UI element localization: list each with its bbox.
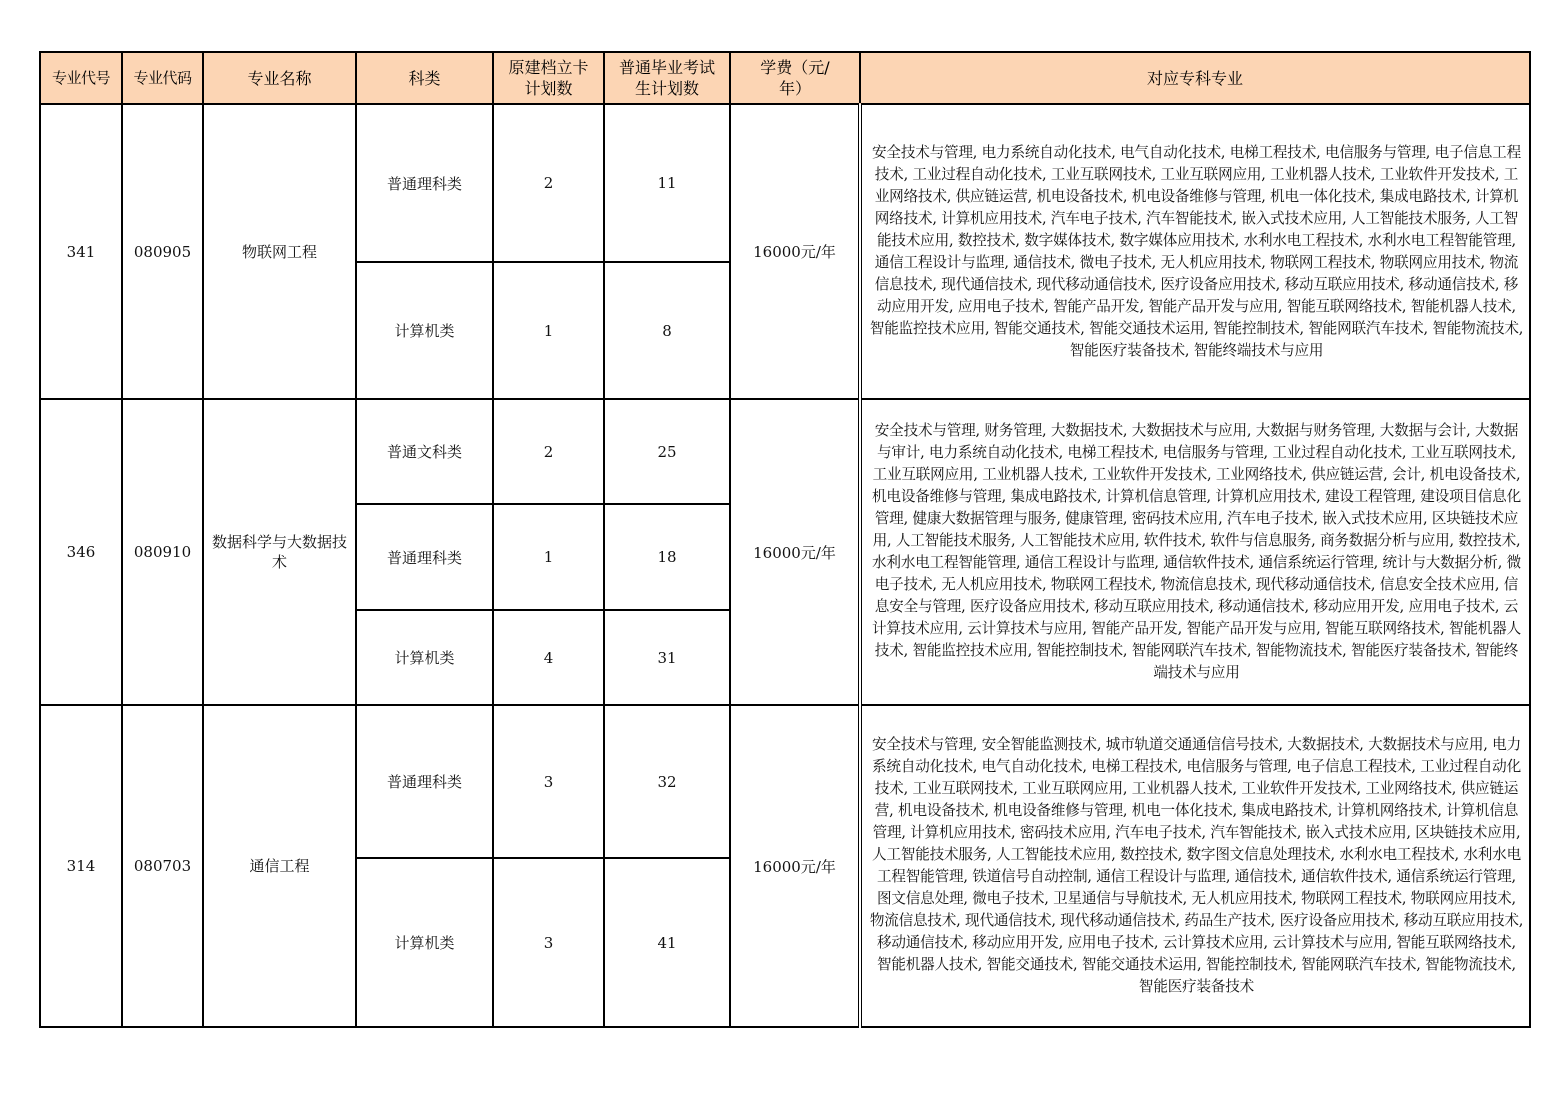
category-cell: 普通文科类 [356,399,493,504]
header-vocational-majors: 对应专科专业 [860,52,1530,104]
header-row [40,52,1530,104]
general-plan-cell: 41 [604,858,730,1027]
poverty-plan-cell: 1 [493,504,604,610]
major-code-cell: 080910 [122,399,203,705]
tuition-cell: 16000元/年 [730,399,860,705]
major-no-cell: 341 [40,104,122,399]
header-poverty-plan-label: 原建档立卡计划数 [508,58,589,98]
poverty-plan-cell: 3 [493,705,604,858]
poverty-plan-cell: 4 [493,610,604,705]
poverty-plan-cell: 2 [493,104,604,262]
header-general-plan [604,52,730,104]
header-poverty-plan [493,52,604,104]
major-code-cell: 080905 [122,104,203,399]
header-tuition-label: 学费（元/年） [760,58,830,98]
header-major-no: 专业代号 [40,52,122,104]
category-cell: 普通理科类 [356,104,493,262]
category-cell: 计算机类 [356,262,493,399]
header-major-name: 专业名称 [203,52,356,104]
major-name-cell: 物联网工程 [203,104,356,399]
major-code-cell: 080703 [122,705,203,1027]
vocational-majors-cell: 安全技术与管理, 安全智能监测技术, 城市轨道交通通信信号技术, 大数据技术, 大数据技术与应用, 电力系统自动化技术, 电气自动化技术, 电梯工程技术, 电信服务与管理, 电子信息工程技术, 工业过程自动化技术, 工业互联网技术, 工业互联网应用, 工业机器人技术, 工业软件开发技术, 工业网络技术, 供应链运营, 机电设备技术, 机电设备维修与管理, 机电一体化技术, 集成电路技术, 计算机网络技术, 计算机信息管理, 计算机应用技术, 密码技术应用, 汽车电子技术, 汽车智能技术, 嵌入式技术应用, 区块链技术应用, 人工智能技术服务, 人工智能技术应用, 数控技术, 数字图文信息处理技术, 水利水电工程技术, 水利水电工程智能管理, 铁道信号自动控制, 通信工程设计与监理, 通信技术, 通信软件技术, 通信系统运行管理, 图文信息处理, 微电子技术, 卫星通信与导航技术, 无人机应用技术, 物联网工程技术, 物联网应用技术, 物流信息技术, 现代通信技术, 现代移动通信技术, 药品生产技术, 医疗设备应用技术, 移动互联应用技术, 移动通信技术, 移动应用开发, 应用电子技术, 云计算技术应用, 云计算技术与应用, 智能互联网络技术, 智能机器人技术, 智能交通技术, 智能交通技术运用, 智能控制技术, 智能网联汽车技术, 智能物流技术, 智能医疗装备技术 [860,705,1530,1027]
general-plan-cell: 8 [604,262,730,399]
table-row [40,705,1530,858]
general-plan-cell: 32 [604,705,730,858]
major-name-cell: 数据科学与大数据技术 [203,399,356,705]
major-no-cell: 314 [40,705,122,1027]
category-cell: 计算机类 [356,610,493,705]
category-cell: 计算机类 [356,858,493,1027]
header-major-code: 专业代码 [122,52,203,104]
category-cell: 普通理科类 [356,504,493,610]
enrollment-plan-table [39,51,1531,1028]
header-category: 科类 [356,52,493,104]
table-row [40,104,1530,262]
poverty-plan-cell: 1 [493,262,604,399]
major-no-cell: 346 [40,399,122,705]
general-plan-cell: 18 [604,504,730,610]
poverty-plan-cell: 3 [493,858,604,1027]
vocational-majors-cell: 安全技术与管理, 财务管理, 大数据技术, 大数据技术与应用, 大数据与财务管理, 大数据与会计, 大数据与审计, 电力系统自动化技术, 电梯工程技术, 电信服务与管理, 工业过程自动化技术, 工业互联网技术, 工业互联网应用, 工业机器人技术, 工业软件开发技术, 工业网络技术, 供应链运营, 会计, 机电设备技术, 机电设备维修与管理, 集成电路技术, 计算机信息管理, 计算机应用技术, 建设工程管理, 建设项目信息化管理, 健康大数据管理与服务, 健康管理, 密码技术应用, 汽车电子技术, 嵌入式技术应用, 区块链技术应用, 人工智能技术服务, 人工智能技术应用, 软件技术, 软件与信息服务, 商务数据分析与应用, 数控技术, 水利水电工程智能管理, 通信工程设计与监理, 通信软件技术, 通信系统运行管理, 统计与大数据分析, 微电子技术, 无人机应用技术, 物联网工程技术, 物流信息技术, 现代移动通信技术, 信息安全技术应用, 信息安全与管理, 医疗设备应用技术, 移动互联应用技术, 移动通信技术, 移动应用开发, 应用电子技术, 云计算技术应用, 云计算技术与应用, 智能产品开发, 智能产品开发与应用, 智能互联网络技术, 智能机器人技术, 智能监控技术应用, 智能控制技术, 智能网联汽车技术, 智能物流技术, 智能医疗装备技术, 智能终端技术与应用 [860,399,1530,705]
tuition-cell: 16000元/年 [730,104,860,399]
general-plan-cell: 11 [604,104,730,262]
category-cell: 普通理科类 [356,705,493,858]
header-tuition [730,52,860,104]
major-name-cell: 通信工程 [203,705,356,1027]
general-plan-cell: 25 [604,399,730,504]
table-row [40,399,1530,504]
general-plan-cell: 31 [604,610,730,705]
poverty-plan-cell: 2 [493,399,604,504]
header-general-plan-label: 普通毕业考试生计划数 [618,58,715,98]
vocational-majors-cell: 安全技术与管理, 电力系统自动化技术, 电气自动化技术, 电梯工程技术, 电信服务与管理, 电子信息工程技术, 工业过程自动化技术, 工业互联网技术, 工业互联网应用, 工业机器人技术, 工业软件开发技术, 工业网络技术, 供应链运营, 机电设备技术, 机电设备维修与管理, 机电一体化技术, 集成电路技术, 计算机网络技术, 计算机应用技术, 汽车电子技术, 汽车智能技术, 嵌入式技术应用, 人工智能技术服务, 人工智能技术应用, 数控技术, 数字媒体技术, 数字媒体应用技术, 水利水电工程技术, 水利水电工程智能管理, 通信工程设计与监理, 通信技术, 微电子技术, 无人机应用技术, 物联网工程技术, 物联网应用技术, 物流信息技术, 现代通信技术, 现代移动通信技术, 医疗设备应用技术, 移动互联应用技术, 移动通信技术, 移动应用开发, 应用电子技术, 智能产品开发, 智能产品开发与应用, 智能互联网络技术, 智能机器人技术, 智能监控技术应用, 智能交通技术, 智能交通技术运用, 智能控制技术, 智能网联汽车技术, 智能物流技术, 智能医疗装备技术, 智能终端技术与应用 [860,104,1530,399]
tuition-cell: 16000元/年 [730,705,860,1027]
